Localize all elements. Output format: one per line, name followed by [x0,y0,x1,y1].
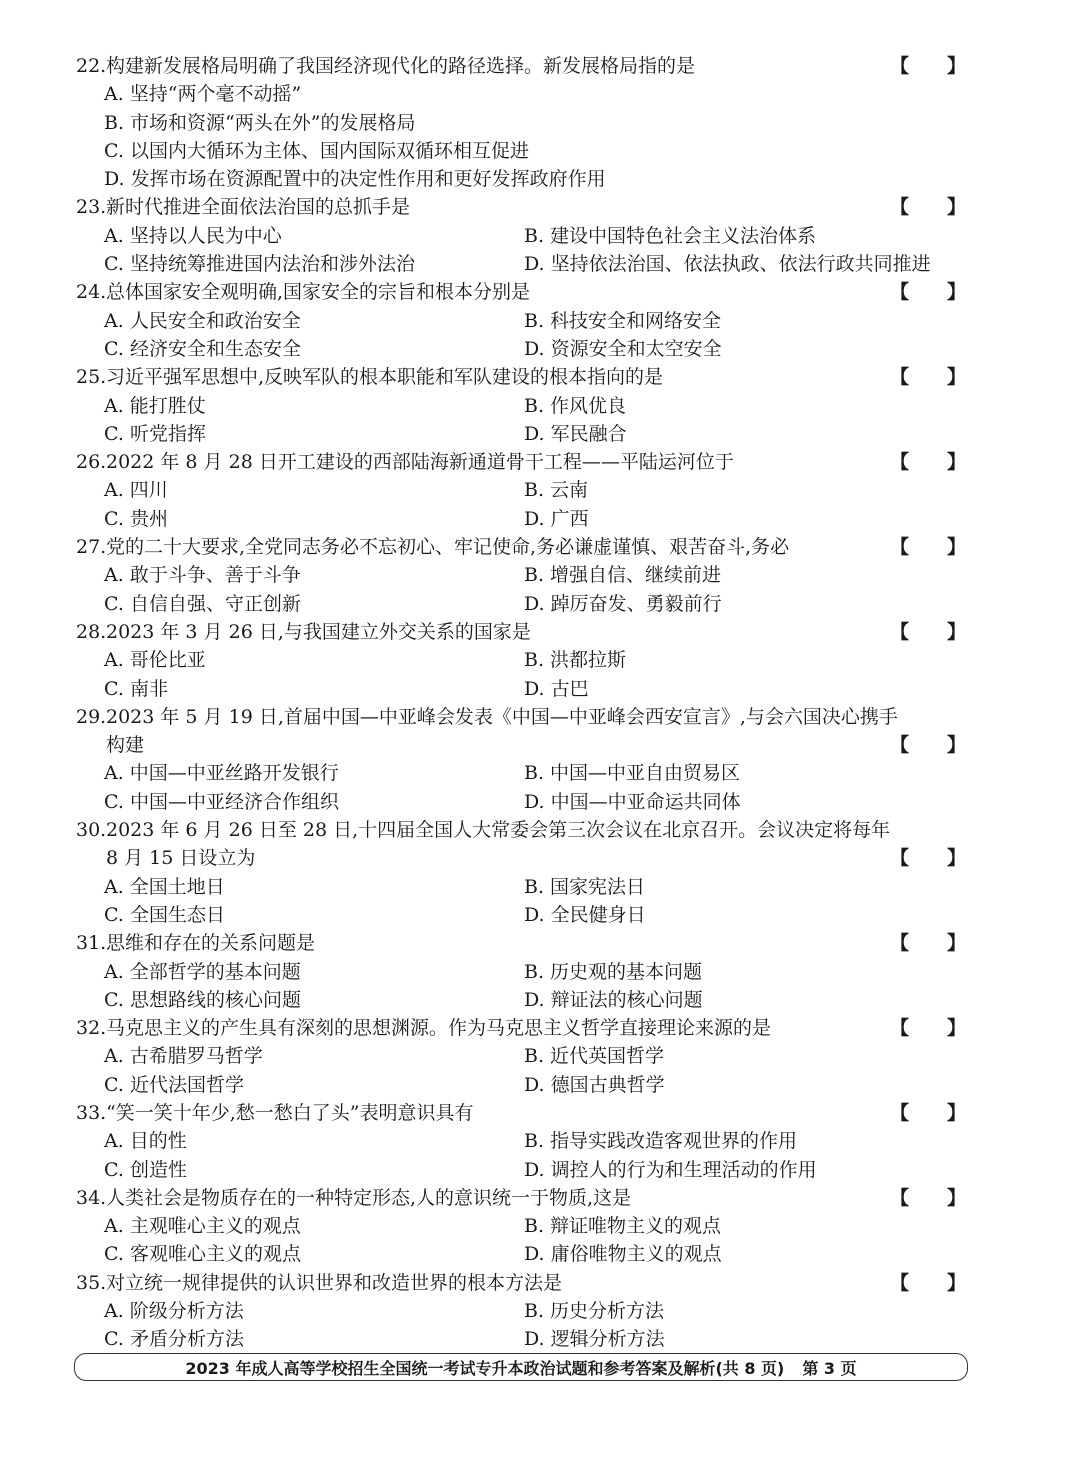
question-item [76,278,976,363]
question-stem-text: 党的二十大要求,全党同志务必不忘初心、牢记使命,务必谦虚谨慎、艰苦奋斗,务必 [106,536,790,559]
answer-option: C. 南非 [104,677,168,700]
option-list [76,307,976,364]
question-number: 33. [76,1101,107,1124]
answer-option: B. 指导实践改造客观世界的作用 [524,1130,798,1153]
option-list [76,873,976,930]
question-stem-line [76,1099,976,1127]
question-item [76,448,976,533]
question-number: 26. [76,451,107,474]
option-list [76,476,976,533]
answer-bracket[interactable]: 【 】 [889,196,966,219]
question-item [76,1014,976,1099]
answer-option: D. 踔厉奋发、勇毅前行 [524,592,722,615]
option-list [76,1297,976,1354]
question-stem-text: 2022 年 8 月 28 日开工建设的西部陆海新通道骨干工程——平陆运河位于 [106,451,734,474]
option-list [76,646,976,703]
question-stem-line [76,1269,976,1297]
answer-option: B. 辩证唯物主义的观点 [524,1215,722,1238]
question-item [76,533,976,618]
answer-option: C. 经济安全和生态安全 [104,337,301,360]
answer-option: C. 听党指挥 [104,422,206,445]
answer-option: A. 全国土地日 [104,875,225,898]
question-stem-text: 2023 年 3 月 26 日,与我国建立外交关系的国家是 [106,620,531,643]
question-item [76,703,976,816]
answer-bracket[interactable]: 【 】 [889,451,966,474]
question-item [76,929,976,1014]
question-stem-text: 马克思主义的产生具有深刻的思想渊源。作为马克思主义哲学直接理论来源的是 [106,1017,772,1040]
answer-option: A. 人民安全和政治安全 [104,309,301,332]
answer-option: C. 中国—中亚经济合作组织 [104,790,339,813]
question-stem-line [76,193,976,221]
answer-option: A. 坚持以人民为中心 [104,224,282,247]
question-item [76,1099,976,1184]
answer-option: C. 近代法国哲学 [104,1073,244,1096]
question-number: 31. [76,932,107,955]
option-list [76,80,976,193]
question-stem-line [76,816,976,844]
question-stem-text: 2023 年 6 月 26 日至 28 日,十四届全国人大常委会第三次会议在北京召开。会议决定将每年 [106,819,891,842]
answer-option: A. 古希腊罗马哲学 [104,1045,263,1068]
answer-bracket[interactable]: 【 】 [889,1186,966,1209]
answer-option: A. 坚持“两个毫不动摇” [104,83,302,106]
answer-option: C. 矛盾分析方法 [104,1328,244,1351]
answer-option: D. 调控人的行为和生理活动的作用 [524,1158,817,1181]
answer-option: D. 广西 [524,507,589,530]
question-stem-text: 习近平强军思想中,反映军队的根本职能和军队建设的根本指向的是 [106,366,664,389]
question-stem-line [76,278,976,306]
question-number: 24. [76,281,107,304]
answer-option: D. 德国古典哲学 [524,1073,665,1096]
question-stem-line [76,1184,976,1212]
option-list [76,958,976,1015]
answer-option: B. 历史观的基本问题 [524,960,703,983]
question-item [76,52,976,193]
answer-bracket[interactable]: 【 】 [889,1017,966,1040]
answer-option: A. 目的性 [104,1130,187,1153]
question-number: 28. [76,620,107,643]
question-number: 35. [76,1271,107,1294]
question-number: 23. [76,196,107,219]
answer-option: D. 军民融合 [524,422,627,445]
question-stem-line [76,618,976,646]
answer-option: A. 哥伦比亚 [104,649,206,672]
answer-option: B. 市场和资源“两头在外”的发展格局 [104,111,416,134]
answer-option: B. 云南 [524,479,589,502]
answer-option: D. 坚持依法治国、依法执政、依法行政共同推进 [524,253,931,276]
answer-option: B. 作风优良 [524,394,627,417]
question-item [76,193,976,278]
answer-option: A. 主观唯心主义的观点 [104,1215,301,1238]
question-item [76,1269,976,1354]
option-list [76,222,976,279]
answer-option: B. 历史分析方法 [524,1300,665,1323]
question-number: 27. [76,536,107,559]
answer-option: C. 贵州 [104,507,168,530]
option-list [76,392,976,449]
question-stem-text: 总体国家安全观明确,国家安全的宗旨和根本分别是 [106,281,531,304]
answer-option: A. 能打胜仗 [104,394,206,417]
question-stem-line [76,1014,976,1042]
answer-option: D. 资源安全和太空安全 [524,337,722,360]
answer-bracket[interactable]: 【 】 [889,734,966,757]
question-item [76,618,976,703]
answer-option: D. 全民健身日 [524,903,646,926]
question-stem-line [76,533,976,561]
answer-option: C. 思想路线的核心问题 [104,988,301,1011]
answer-bracket[interactable]: 【 】 [889,1101,966,1124]
answer-option: A. 全部哲学的基本问题 [104,960,301,983]
answer-option: D. 庸俗唯物主义的观点 [524,1243,722,1266]
answer-option: B. 洪都拉斯 [524,649,627,672]
option-list [76,759,976,816]
answer-option: D. 古巴 [524,677,589,700]
answer-bracket[interactable]: 【 】 [889,847,966,870]
option-list [76,1042,976,1099]
answer-bracket[interactable]: 【 】 [889,1271,966,1294]
option-list [76,1127,976,1184]
page-number: 第 3 页 [802,1358,857,1378]
question-stem-line [76,731,976,759]
question-stem-text: “笑一笑十年少,愁一愁白了头”表明意识具有 [106,1101,474,1124]
question-number: 32. [76,1017,107,1040]
question-stem-text: 构建 [106,734,145,757]
question-stem-line [76,448,976,476]
page-footer [74,1353,968,1381]
answer-bracket[interactable]: 【 】 [889,620,966,643]
question-number: 34. [76,1186,107,1209]
answer-option: C. 坚持统筹推进国内法治和涉外法治 [104,253,415,276]
question-number: 25. [76,366,107,389]
answer-bracket[interactable]: 【 】 [889,281,966,304]
question-number: 30. [76,819,107,842]
question-item [76,816,976,929]
answer-option: B. 增强自信、继续前进 [524,564,722,587]
answer-option: A. 敢于斗争、善于斗争 [104,564,301,587]
question-stem-line [76,703,976,731]
answer-option: A. 四川 [104,479,168,502]
footer-title: 2023 年成人高等学校招生全国统一考试专升本政治试题和参考答案及解析(共 8 页) [185,1358,785,1378]
question-stem-text: 新时代推进全面依法治国的总抓手是 [106,196,411,219]
question-stem-line [76,929,976,957]
question-stem-text: 8 月 15 日设立为 [106,847,256,870]
question-stem-line [76,844,976,872]
question-item [76,1184,976,1269]
question-stem-text: 构建新发展格局明确了我国经济现代化的路径选择。新发展格局指的是 [106,55,696,77]
answer-bracket[interactable]: 【 】 [889,932,966,955]
answer-option: C. 全国生态日 [104,903,225,926]
answer-bracket[interactable]: 【 】 [889,366,966,389]
answer-option: B. 国家宪法日 [524,875,646,898]
answer-option: D. 中国—中亚命运共同体 [524,790,741,813]
option-list [76,1212,976,1269]
question-number: 29. [76,705,107,728]
answer-bracket[interactable]: 【 】 [889,55,966,77]
question-stem-text: 2023 年 5 月 19 日,首届中国—中亚峰会发表《中国—中亚峰会西安宣言》,与会六国决心携手 [106,705,898,728]
question-list [76,52,976,1354]
answer-option: B. 建设中国特色社会主义法治体系 [524,224,817,247]
answer-option: B. 中国—中亚自由贸易区 [524,762,741,785]
question-stem-text: 对立统一规律提供的认识世界和改造世界的根本方法是 [106,1271,563,1294]
answer-option: C. 客观唯心主义的观点 [104,1243,301,1266]
answer-option: D. 逻辑分析方法 [524,1328,665,1351]
answer-option: A. 中国—中亚丝路开发银行 [104,762,339,785]
answer-option: C. 自信自强、守正创新 [104,592,301,615]
answer-option: A. 阶级分析方法 [104,1300,244,1323]
answer-option: D. 发挥市场在资源配置中的决定性作用和更好发挥政府作用 [104,168,606,191]
question-item [76,363,976,448]
answer-option: C. 创造性 [104,1158,187,1181]
answer-option: D. 辩证法的核心问题 [524,988,703,1011]
answer-option: C. 以国内大循环为主体、国内国际双循环相互促进 [104,139,529,162]
question-stem-text: 思维和存在的关系问题是 [106,932,316,955]
answer-option: B. 科技安全和网络安全 [524,309,722,332]
question-stem-text: 人类社会是物质存在的一种特定形态,人的意识统一于物质,这是 [106,1186,632,1209]
question-stem-line [76,52,976,80]
question-number: 22. [76,55,107,77]
question-stem-line [76,363,976,391]
answer-bracket[interactable]: 【 】 [889,536,966,559]
option-list [76,561,976,618]
answer-option: B. 近代英国哲学 [524,1045,665,1068]
